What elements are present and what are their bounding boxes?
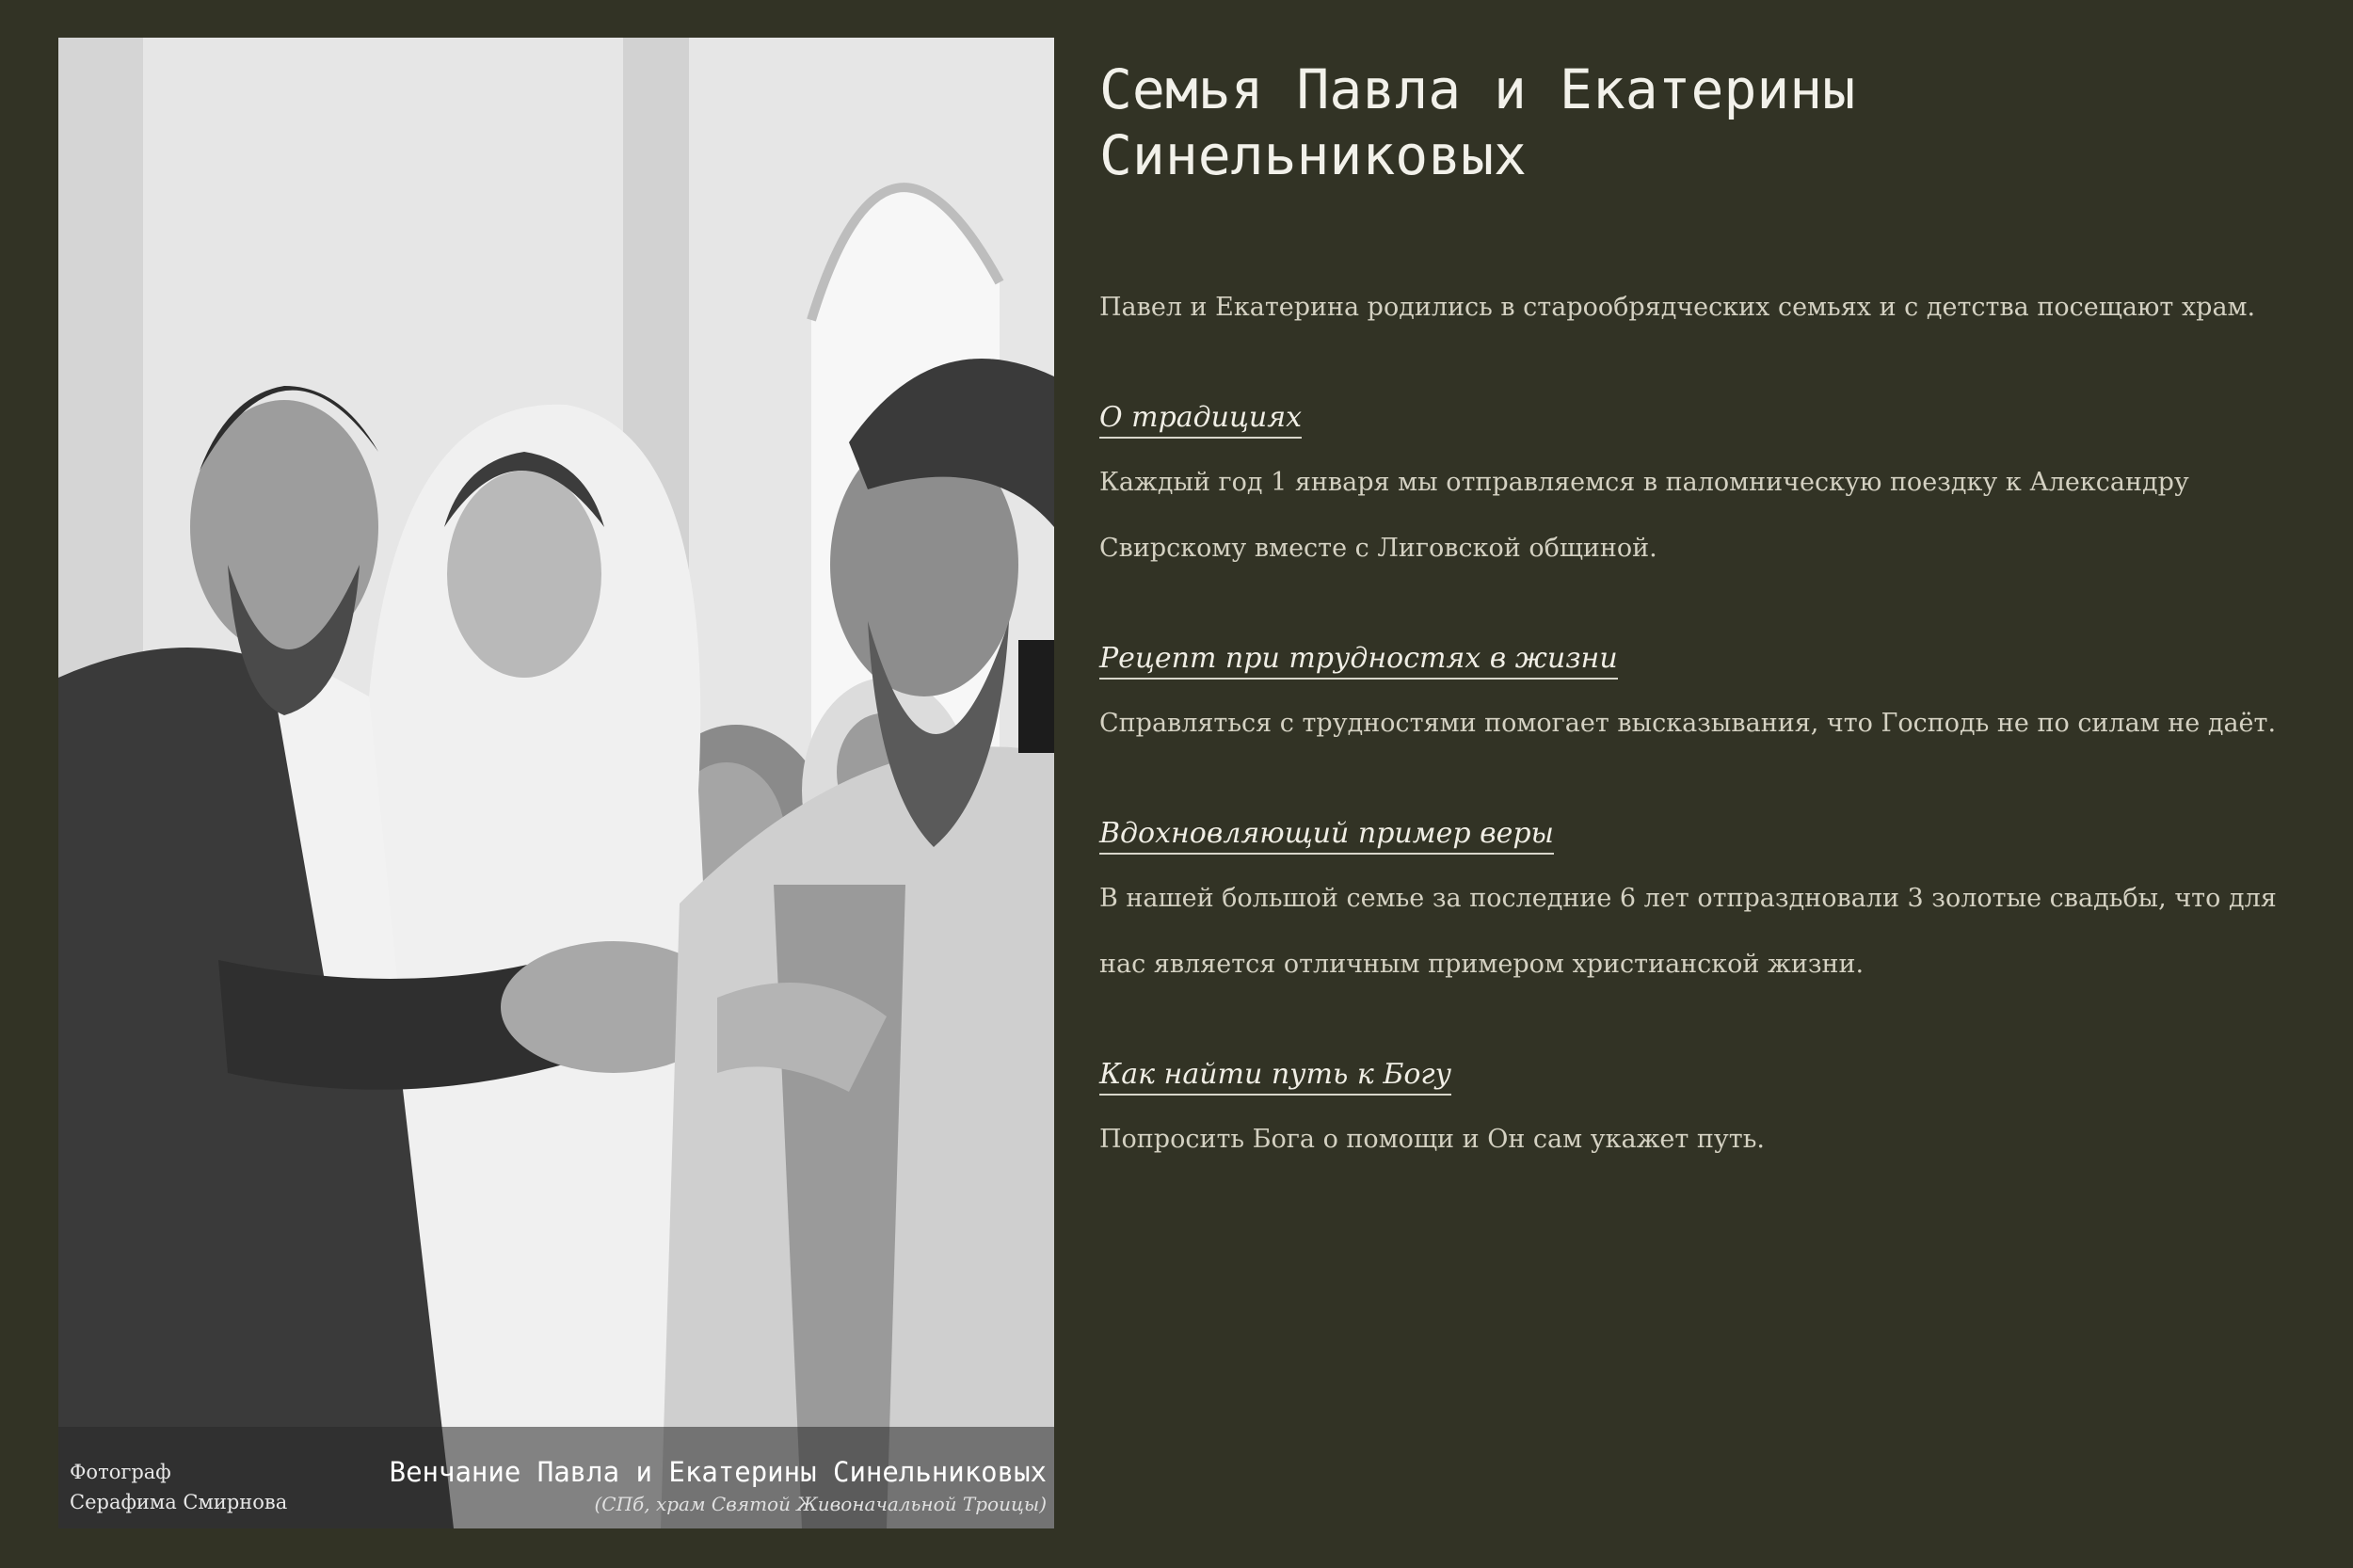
photographer-credit bbox=[70, 1457, 287, 1517]
section-path-to-god bbox=[1099, 1056, 2313, 1173]
section-inspiring-example bbox=[1099, 815, 2313, 998]
photo-caption bbox=[390, 1453, 1047, 1517]
photographer-label: Фотограф bbox=[70, 1461, 171, 1483]
section-text-recipe: Справляться с трудностями помогает высказывания, что Господь не по силам не даёт. bbox=[1099, 709, 2277, 738]
page-title-line-1: Семья Павла и Екатерины bbox=[1099, 57, 1856, 121]
photo-illustration bbox=[58, 38, 1054, 1528]
photographer-name: Серафима Смирнова bbox=[70, 1491, 288, 1513]
page-title-line-2: Синельниковых bbox=[1099, 123, 1527, 187]
intro-paragraph: Павел и Екатерина родились в старообрядческих семьях и с детства посещают храм. bbox=[1099, 293, 2256, 322]
section-text-inspiring-example: В нашей большой семье за последние 6 лет отпраздновали 3 золотые свадьбы, что для нас является отличным примером христианской жизни. bbox=[1099, 884, 2277, 979]
section-traditions bbox=[1099, 399, 2313, 582]
section-heading-inspiring-example: Вдохновляющий пример веры bbox=[1099, 815, 1554, 855]
section-heading-path-to-god: Как найти путь к Богу bbox=[1099, 1056, 1451, 1096]
photo-caption-place: (СПб, храм Святой Живоначальной Троицы) bbox=[594, 1493, 1047, 1515]
section-recipe bbox=[1099, 640, 2313, 757]
photo-caption-title: Венчание Павла и Екатерины Синельниковых bbox=[389, 1456, 1047, 1488]
section-text-path-to-god: Попросить Бога о помощи и Он сам укажет путь. bbox=[1099, 1125, 1766, 1154]
section-heading-recipe: Рецепт при трудностях в жизни bbox=[1099, 640, 1618, 680]
article-content bbox=[1099, 56, 2313, 1173]
page-title bbox=[1099, 56, 2313, 188]
wedding-photo bbox=[58, 38, 1054, 1528]
section-heading-traditions: О традициях bbox=[1099, 399, 1302, 439]
photo-caption-bar bbox=[58, 1427, 1054, 1528]
section-text-traditions: Каждый год 1 января мы отправляемся в паломническую поездку к Александру Свирскому вместе с Лиговской общиной. bbox=[1099, 468, 2189, 563]
